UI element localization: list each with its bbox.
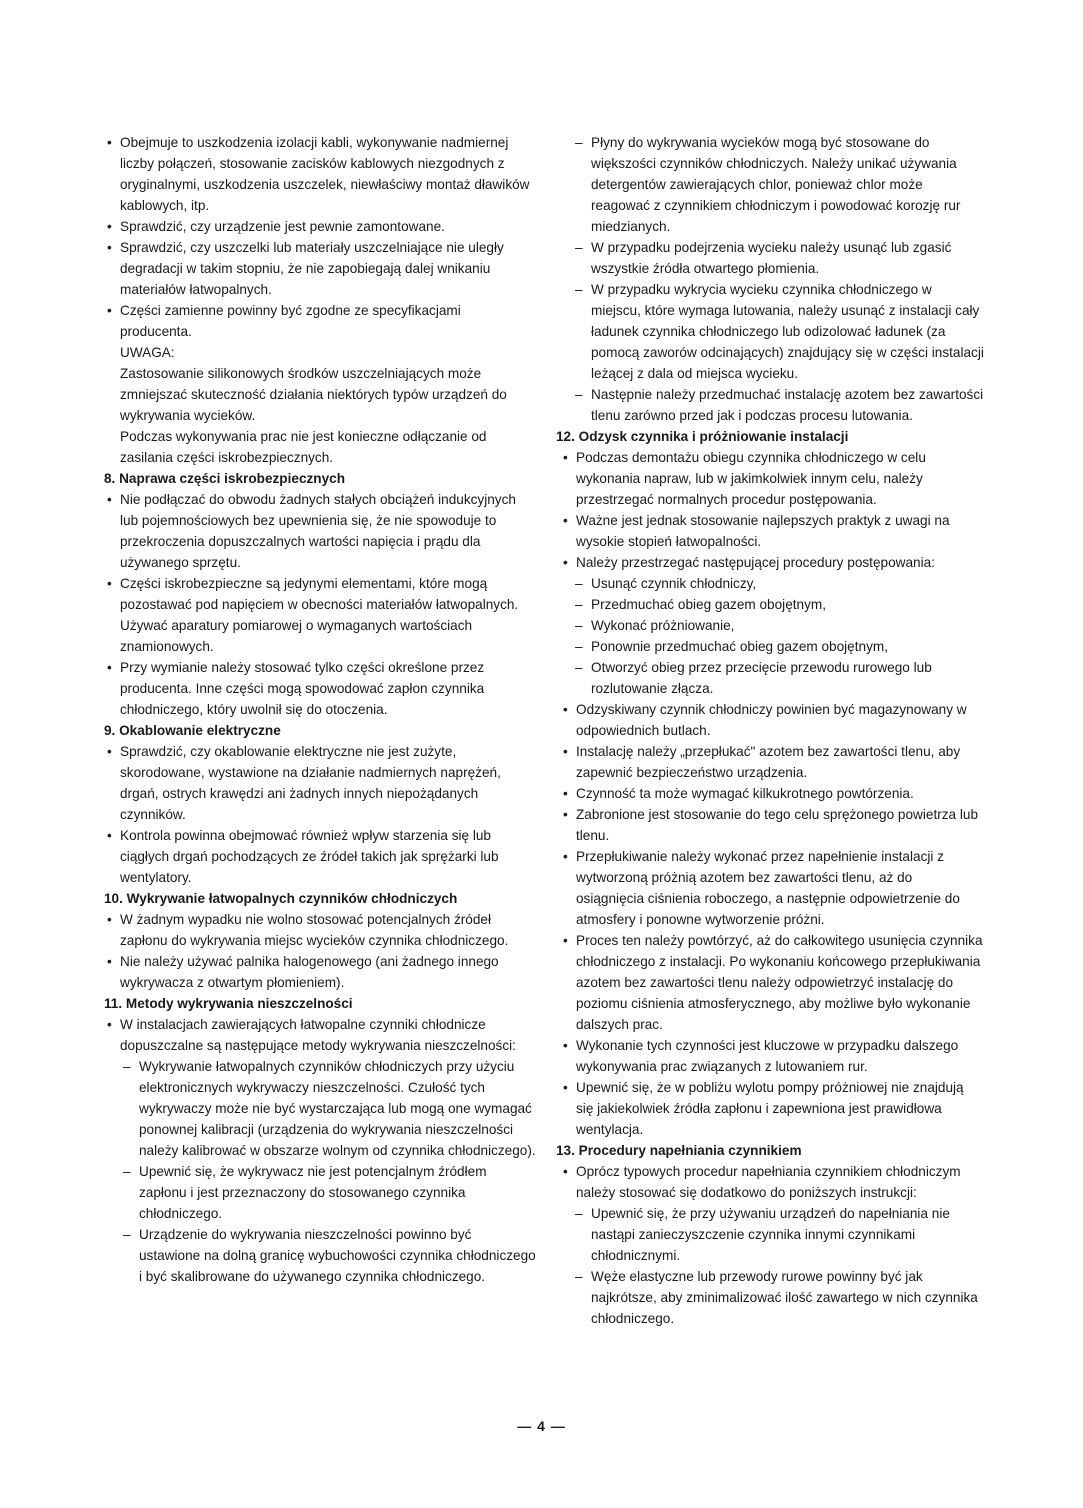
list-item: • Przy wymianie należy stosować tylko części określone przez producenta. Inne części mogą spowodować zapłon czynnika chłodniczego, który uwolnił się do otoczenia. — [104, 657, 536, 720]
note-text: Podczas wykonywania prac nie jest konieczne odłączanie od zasilania części iskrobezpiecznych. — [120, 429, 487, 465]
dash-item: – Płyny do wykrywania wycieków mogą być stosowane do większości czynników chłodniczych. Należy unikać używania detergentów zawierających chlor, ponieważ chlor może reagować z czynnikiem chłodniczym i powodować korozję rur miedzianych. — [560, 132, 984, 237]
section-heading-11: 11. Metody wykrywania nieszczelności — [104, 996, 353, 1011]
note-text: Zastosowanie silikonowych środków uszczelniających może zmniejszać skuteczność działania niektórych typów urządzeń do wykrywania wycieków. — [120, 366, 507, 423]
list-item: • Kontrola powinna obejmować również wpływ starzenia się lub ciągłych drgań pochodzących ze źródeł takich jak sprężarki lub wentylatory. — [104, 825, 536, 888]
dash-item: – Wykrywanie łatwopalnych czynników chłodniczych przy użyciu elektronicznych wykrywaczy nieszczelności. Czułość tych wykrywaczy może nie być wystarczająca lub mogą one wymagać ponownej kalibracji (urządzenia do wykrywania nieszczelności należy kalibrować w obszarze wolnym od czynnika chłodniczego). — [108, 1056, 536, 1161]
dash-item: – Urządzenie do wykrywania nieszczelności powinno być ustawione na dolną granicę wybuchowości czynnika chłodniczego i być skalibrowane do używanego czynnika chłodniczego. — [108, 1224, 536, 1287]
dash-item: – Wykonać próżniowanie, — [560, 615, 984, 636]
dash-item: – Usunąć czynnik chłodniczy, — [560, 573, 984, 594]
dash-item: – Upewnić się, że przy używaniu urządzeń do napełniania nie nastąpi zanieczyszczenie czynnika innymi czynnikami chłodnicznymi. — [560, 1203, 984, 1266]
dash-item: – W przypadku wykrycia wycieku czynnika chłodniczego w miejscu, które wymaga lutowania, należy usunąć z instalacji cały ładunek czynnika chłodniczego lub odizolować ładunek (za pomocą zaworów odcinających) znajdujący się w części instalacji leżącej z dala od miejsca wycieku. — [560, 279, 984, 384]
section-heading-13: 13. Procedury napełniania czynnikiem — [556, 1143, 802, 1158]
dash-item: – Ponownie przedmuchać obieg gazem obojętnym, — [560, 636, 984, 657]
dash-item: – Przedmuchać obieg gazem obojętnym, — [560, 594, 984, 615]
dash-item: – Upewnić się, że wykrywacz nie jest potencjalnym źródłem zapłonu i jest przeznaczony do stosowanego czynnika chłodniczego. — [108, 1161, 536, 1224]
section-heading-12: 12. Odzysk czynnika i próżniowanie instalacji — [556, 429, 849, 444]
note-label: UWAGA: — [120, 345, 175, 360]
list-item: • Sprawdzić, czy urządzenie jest pewnie zamontowane. — [104, 216, 536, 237]
list-item: • Nie należy używać palnika halogenowego (ani żadnego innego wykrywacza z otwartym płomieniem). — [104, 951, 536, 993]
list-item: • Sprawdzić, czy okablowanie elektryczne nie jest zużyte, skorodowane, wystawione na działanie nadmiernych naprężeń, drgań, ostrych krawędzi ani żadnych innych niepożądanych czynników. — [104, 741, 536, 825]
left-column — [104, 132, 536, 1287]
dash-item: – Otworzyć obieg przez przecięcie przewodu rurowego lub rozlutowanie złącza. — [560, 657, 984, 699]
list-item: • Podczas demontażu obiegu czynnika chłodniczego w celu wykonania napraw, lub w jakimkolwiek innym celu, należy przestrzegać normalnych procedur postępowania. — [560, 447, 984, 510]
section-heading-8: 8. Naprawa części iskrobezpiecznych — [104, 471, 346, 486]
page-number: — 4 — — [517, 1418, 566, 1434]
list-item: • Sprawdzić, czy uszczelki lub materiały uszczelniające nie uległy degradacji w takim stopniu, że nie zapobiegają dalej wnikaniu materiałów łatwopalnych. — [104, 237, 536, 300]
list-item: • Oprócz typowych procedur napełniania czynnikiem chłodniczym należy stosować się dodatkowo do poniższych instrukcji: — [560, 1161, 984, 1203]
dash-item: – W przypadku podejrzenia wycieku należy usunąć lub zgasić wszystkie źródła otwartego płomienia. — [560, 237, 984, 279]
right-column — [556, 132, 984, 1329]
list-item: • W żadnym wypadku nie wolno stosować potencjalnych źródeł zapłonu do wykrywania miejsc wycieków czynnika chłodniczego. — [104, 909, 536, 951]
section-heading-10: 10. Wykrywanie łatwopalnych czynników chłodniczych — [104, 891, 458, 906]
dash-item: – Następnie należy przedmuchać instalację azotem bez zawartości tlenu zarówno przed jak i podczas procesu lutowania. — [560, 384, 984, 426]
list-item: • Odzyskiwany czynnik chłodniczy powinien być magazynowany w odpowiednich butlach. — [560, 699, 984, 741]
dash-item: – Węże elastyczne lub przewody rurowe powinny być jak najkrótsze, aby zminimalizować ilość zawartego w nich czynnika chłodniczego. — [560, 1266, 984, 1329]
list-item: • Wykonanie tych czynności jest kluczowe w przypadku dalszego wykonywania prac związanych z lutowaniem rur. — [560, 1035, 984, 1077]
list-item: • Zabronione jest stosowanie do tego celu sprężonego powietrza lub tlenu. — [560, 804, 984, 846]
list-item: • Przepłukiwanie należy wykonać przez napełnienie instalacji z wytworzoną próżnią azotem bez zawartości tlenu, aż do osiągnięcia ciśnienia roboczego, a następnie odpowietrzenie do atmosfery i ponowne wytworzenie próżni. — [560, 846, 984, 930]
list-item: • Czynność ta może wymagać kilkukrotnego powtórzenia. — [560, 783, 984, 804]
list-item: • Ważne jest jednak stosowanie najlepszych praktyk z uwagi na wysokie stopień łatwopalności. — [560, 510, 984, 552]
list-item: • Upewnić się, że w pobliżu wylotu pompy próżniowej nie znajdują się jakiekolwiek źródła zapłonu i zapewniona jest prawidłowa wentylacja. — [560, 1077, 984, 1140]
section-heading-9: 9. Okablowanie elektryczne — [104, 723, 281, 738]
list-item: • W instalacjach zawierających łatwopalne czynniki chłodnicze dopuszczalne są następujące metody wykrywania nieszczelności: — [104, 1014, 536, 1056]
list-item: • Instalację należy „przepłukać" azotem bez zawartości tlenu, aby zapewnić bezpieczeństwo urządzenia. — [560, 741, 984, 783]
list-item: • Należy przestrzegać następującej procedury postępowania: — [560, 552, 984, 573]
list-item: • Proces ten należy powtórzyć, aż do całkowitego usunięcia czynnika chłodniczego z instalacji. Po wykonaniu końcowego przepłukiwania azotem bez zawartości tlenu należy odpowietrzyć instalację do poziomu ciśnienia atmosferycznego, aby możliwe było wykonanie dalszych prac. — [560, 930, 984, 1035]
list-item: • Nie podłączać do obwodu żadnych stałych obciążeń indukcyjnych lub pojemnościowych bez upewnienia się, że nie spowoduje to przekroczenia dopuszczalnych wartości napięcia i prądu dla używanego sprzętu. — [104, 489, 536, 573]
list-item: • Części iskrobezpieczne są jedynymi elementami, które mogą pozostawać pod napięciem w obecności materiałów łatwopalnych. Używać aparatury pomiarowej o wymaganych wartościach znamionowych. — [104, 573, 536, 657]
list-item: • Części zamienne powinny być zgodne ze specyfikacjami producenta. — [104, 300, 536, 342]
list-item: • Obejmuje to uszkodzenia izolacji kabli, wykonywanie nadmiernej liczby połączeń, stosowanie zacisków kablowych niezgodnych z oryginalnymi, uszkodzenia uszczelek, niewłaściwy montaż dławików kablowych, itp. — [104, 132, 536, 216]
